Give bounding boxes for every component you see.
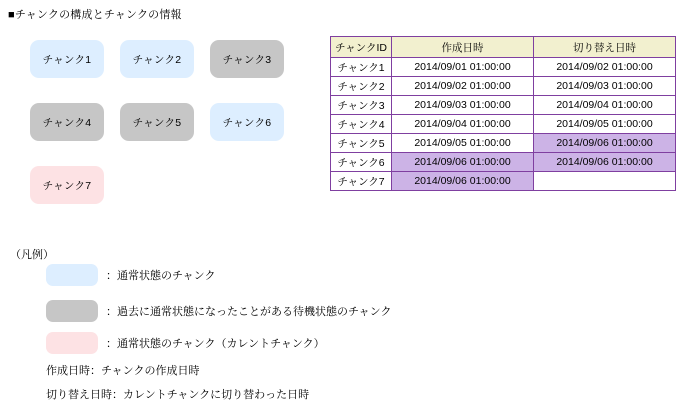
table-row (331, 96, 676, 115)
cell-created-at: 2014/09/04 01:00:00 (391, 115, 533, 134)
cell-chunk-id: チャンク3 (331, 96, 392, 115)
cell-switched-at: 2014/09/03 01:00:00 (533, 77, 675, 96)
cell-chunk-id: チャンク7 (331, 172, 392, 191)
cell-created-at: 2014/09/06 01:00:00 (391, 153, 533, 172)
legend-item (46, 332, 325, 354)
table-row (331, 58, 676, 77)
cell-switched-at: 2014/09/06 01:00:00 (533, 153, 675, 172)
chunk-box: チャンク5 (120, 103, 194, 141)
cell-created-at: 2014/09/02 01:00:00 (391, 77, 533, 96)
header-created-at: 作成日時 (391, 37, 533, 58)
header-chunk-id: チャンクID (331, 37, 392, 58)
table-row (331, 134, 676, 153)
cell-created-at: 2014/09/05 01:00:00 (391, 134, 533, 153)
table-row (331, 77, 676, 96)
chunk-box: チャンク2 (120, 40, 194, 78)
table-row (331, 115, 676, 134)
chunk-box: チャンク7 (30, 166, 104, 204)
legend-item-label: ：通常状態のチャンク（カレントチャンク） (106, 338, 325, 350)
cell-switched-at: 2014/09/06 01:00:00 (533, 134, 675, 153)
legend-item (46, 300, 391, 322)
legend-item-label: ：通常状態のチャンク (106, 270, 216, 282)
cell-switched-at: 2014/09/04 01:00:00 (533, 96, 675, 115)
legend-note: 作成日時：チャンクの作成日時 (46, 365, 200, 377)
cell-switched-at (533, 172, 675, 191)
chunk-box: チャンク3 (210, 40, 284, 78)
chunk-box: チャンク1 (30, 40, 104, 78)
chunk-info-table (330, 36, 676, 191)
cell-chunk-id: チャンク4 (331, 115, 392, 134)
legend-swatch-blue (46, 264, 98, 286)
table-header-row (331, 37, 676, 58)
cell-chunk-id: チャンク2 (331, 77, 392, 96)
legend-swatch-gray (46, 300, 98, 322)
cell-switched-at: 2014/09/02 01:00:00 (533, 58, 675, 77)
legend-item-label: ：過去に通常状態になったことがある待機状態のチャンク (106, 306, 392, 318)
cell-chunk-id: チャンク1 (331, 58, 392, 77)
legend-item (46, 264, 215, 286)
chunk-box: チャンク6 (210, 103, 284, 141)
legend-note: 切り替え日時：カレントチャンクに切り替わった日時 (46, 389, 310, 401)
cell-created-at: 2014/09/03 01:00:00 (391, 96, 533, 115)
cell-switched-at: 2014/09/05 01:00:00 (533, 115, 675, 134)
table-row (331, 172, 676, 191)
page-title: ■チャンクの構成とチャンクの情報 (8, 9, 182, 21)
legend-title: （凡例） (10, 249, 54, 261)
cell-chunk-id: チャンク6 (331, 153, 392, 172)
chunk-box: チャンク4 (30, 103, 104, 141)
header-switched-at: 切り替え日時 (533, 37, 675, 58)
table-row (331, 153, 676, 172)
legend-swatch-pink (46, 332, 98, 354)
cell-created-at: 2014/09/01 01:00:00 (391, 58, 533, 77)
cell-chunk-id: チャンク5 (331, 134, 392, 153)
cell-created-at: 2014/09/06 01:00:00 (391, 172, 533, 191)
